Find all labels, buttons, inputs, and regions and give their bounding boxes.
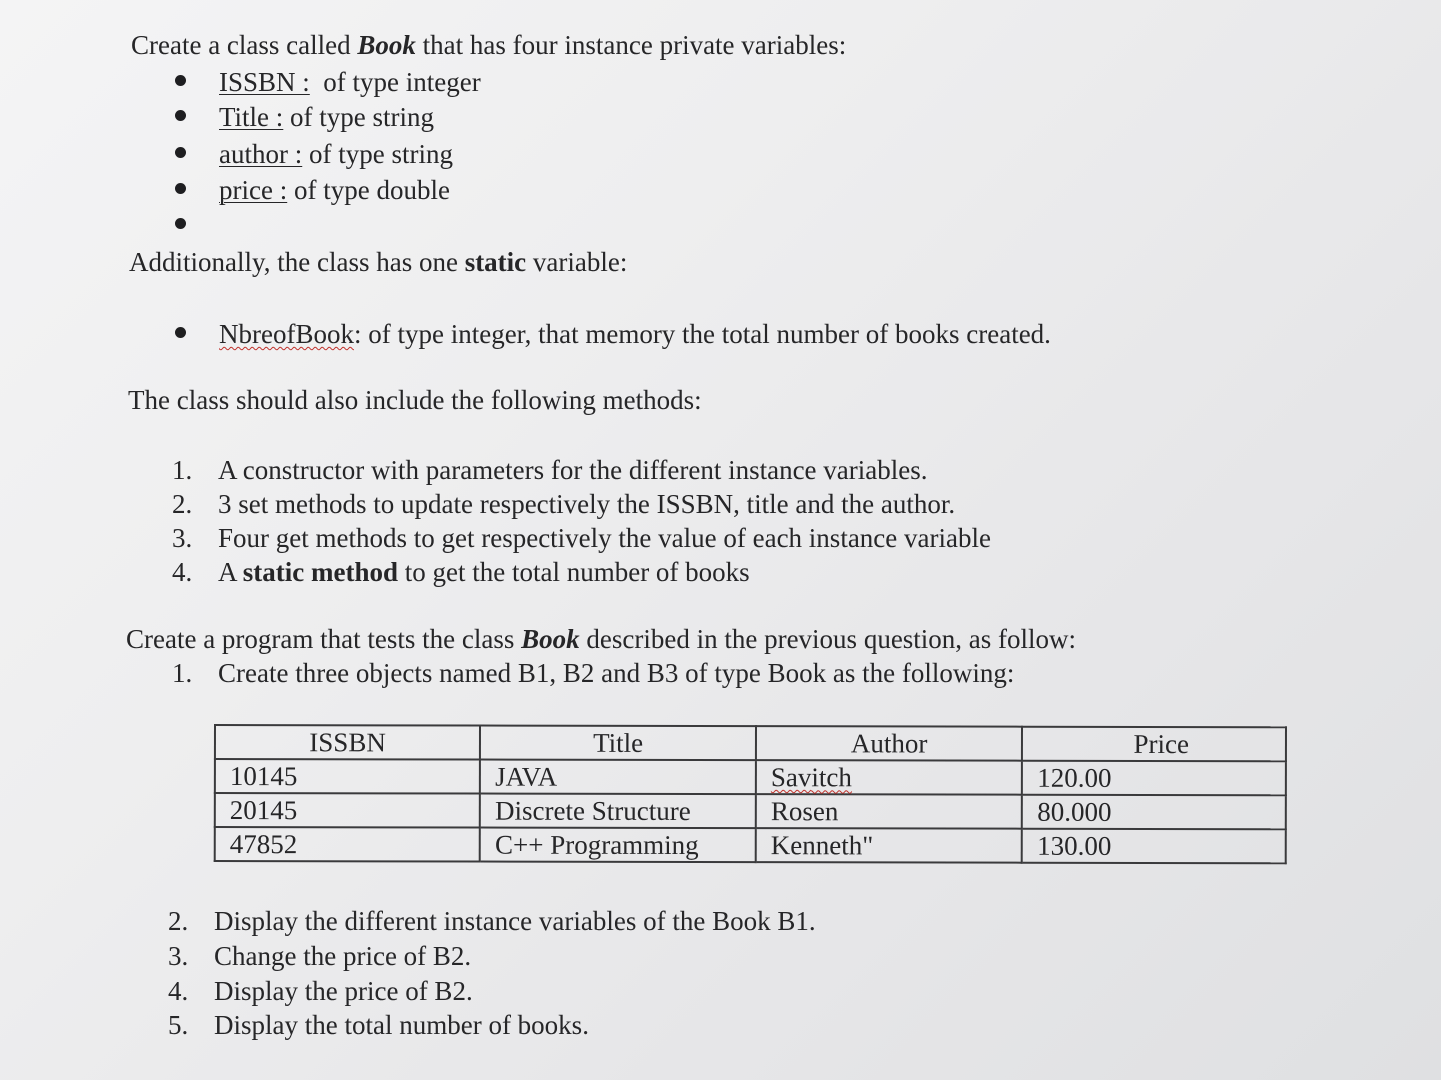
cell-issbn: 10145 bbox=[215, 759, 480, 794]
bullet-icon bbox=[175, 327, 186, 338]
static-var-desc: : of type integer, that memory the total number of books created. bbox=[353, 319, 1051, 349]
program-intro-after: described in the previous question, as follow: bbox=[579, 624, 1077, 654]
program-intro-line bbox=[126, 623, 1076, 655]
header-price: Price bbox=[1022, 727, 1286, 762]
step-item bbox=[168, 940, 471, 972]
static-intro-line bbox=[129, 246, 627, 278]
method-text-pre: A bbox=[218, 557, 243, 587]
static-var-name: NbreofBook bbox=[219, 319, 354, 349]
table-row bbox=[215, 759, 1286, 795]
intro-class-name: Book bbox=[357, 30, 416, 60]
program-class-name: Book bbox=[521, 624, 580, 654]
method-number: 2. bbox=[172, 489, 193, 519]
cell-price: 130.00 bbox=[1022, 829, 1286, 864]
method-number: 4. bbox=[172, 557, 193, 587]
static-keyword: static bbox=[464, 247, 527, 277]
bullet-icon bbox=[175, 147, 186, 158]
table-header-row bbox=[215, 725, 1286, 761]
step-text: Change the price of B2. bbox=[214, 941, 472, 971]
cell-title: Discrete Structure bbox=[480, 794, 756, 829]
method-text-post: to get the total number of books bbox=[398, 557, 750, 587]
step-item bbox=[172, 657, 1014, 689]
method-item bbox=[172, 522, 991, 554]
method-item bbox=[172, 454, 928, 486]
method-text-bold: static method bbox=[242, 557, 398, 587]
bullet-icon bbox=[175, 110, 186, 121]
static-intro-before: Additionally, the class has one bbox=[129, 247, 465, 277]
step-text: Display the price of B2. bbox=[214, 976, 473, 1006]
cell-title: C++ Programming bbox=[480, 828, 756, 863]
author-name: Savitch bbox=[770, 762, 852, 793]
step-number: 5. bbox=[168, 1010, 189, 1040]
method-text: Four get methods to get respectively the value of each instance variable bbox=[218, 523, 991, 553]
step-text: Create three objects named B1, B2 and B3 of type Book as the following: bbox=[218, 658, 1015, 688]
program-intro-before: Create a program that tests the class bbox=[126, 624, 522, 654]
intro-text-after: that has four instance private variables: bbox=[415, 30, 847, 60]
cell-author: Kenneth" bbox=[756, 828, 1022, 863]
header-author: Author bbox=[756, 726, 1022, 761]
table-row bbox=[215, 827, 1286, 863]
method-item bbox=[172, 556, 750, 588]
step-text: Display the different instance variables of the Book B1. bbox=[214, 906, 816, 936]
var-desc: of type double bbox=[287, 175, 450, 205]
step-number: 4. bbox=[168, 976, 189, 1006]
var-name: author : bbox=[219, 139, 303, 169]
step-number: 1. bbox=[172, 658, 193, 688]
instance-var-author bbox=[219, 138, 453, 170]
empty-bullet-icon bbox=[175, 218, 186, 229]
header-issbn: ISSBN bbox=[215, 725, 480, 760]
method-text: A constructor with parameters for the different instance variables. bbox=[218, 455, 928, 485]
var-desc: of type integer bbox=[323, 67, 481, 97]
cell-price: 80.000 bbox=[1022, 795, 1286, 830]
var-name: price : bbox=[219, 175, 288, 205]
var-name: ISSBN : bbox=[219, 67, 310, 97]
header-title: Title bbox=[480, 726, 756, 761]
var-desc: of type string bbox=[302, 139, 453, 169]
bullet-icon bbox=[175, 75, 186, 86]
step-item bbox=[168, 1009, 589, 1041]
instance-var-issbn bbox=[219, 66, 481, 98]
static-var-line bbox=[219, 318, 1051, 350]
step-item bbox=[168, 905, 816, 937]
bullet-icon bbox=[175, 183, 186, 194]
instance-var-price bbox=[219, 174, 450, 206]
intro-line bbox=[131, 29, 846, 61]
step-item bbox=[168, 975, 473, 1007]
step-number: 2. bbox=[168, 906, 189, 936]
methods-intro: The class should also include the following methods: bbox=[128, 385, 702, 415]
var-name: Title : bbox=[219, 102, 284, 132]
step-number: 3. bbox=[168, 941, 189, 971]
books-table bbox=[214, 724, 1287, 864]
method-number: 1. bbox=[172, 455, 193, 485]
instance-var-title bbox=[219, 101, 434, 133]
intro-text-before: Create a class called bbox=[131, 30, 358, 60]
step-text: Display the total number of books. bbox=[214, 1010, 589, 1040]
var-desc: of type string bbox=[283, 102, 435, 132]
cell-issbn: 20145 bbox=[215, 793, 480, 828]
static-intro-after: variable: bbox=[526, 247, 628, 277]
cell-issbn: 47852 bbox=[215, 827, 480, 862]
cell-author bbox=[756, 760, 1022, 795]
cell-title: JAVA bbox=[480, 760, 756, 795]
table-row bbox=[215, 793, 1286, 829]
method-number: 3. bbox=[172, 523, 193, 553]
method-text: 3 set methods to update respectively the ISSBN, title and the author. bbox=[218, 489, 956, 519]
cell-price: 120.00 bbox=[1022, 761, 1286, 796]
method-item bbox=[172, 488, 955, 520]
cell-author: Rosen bbox=[756, 794, 1022, 829]
